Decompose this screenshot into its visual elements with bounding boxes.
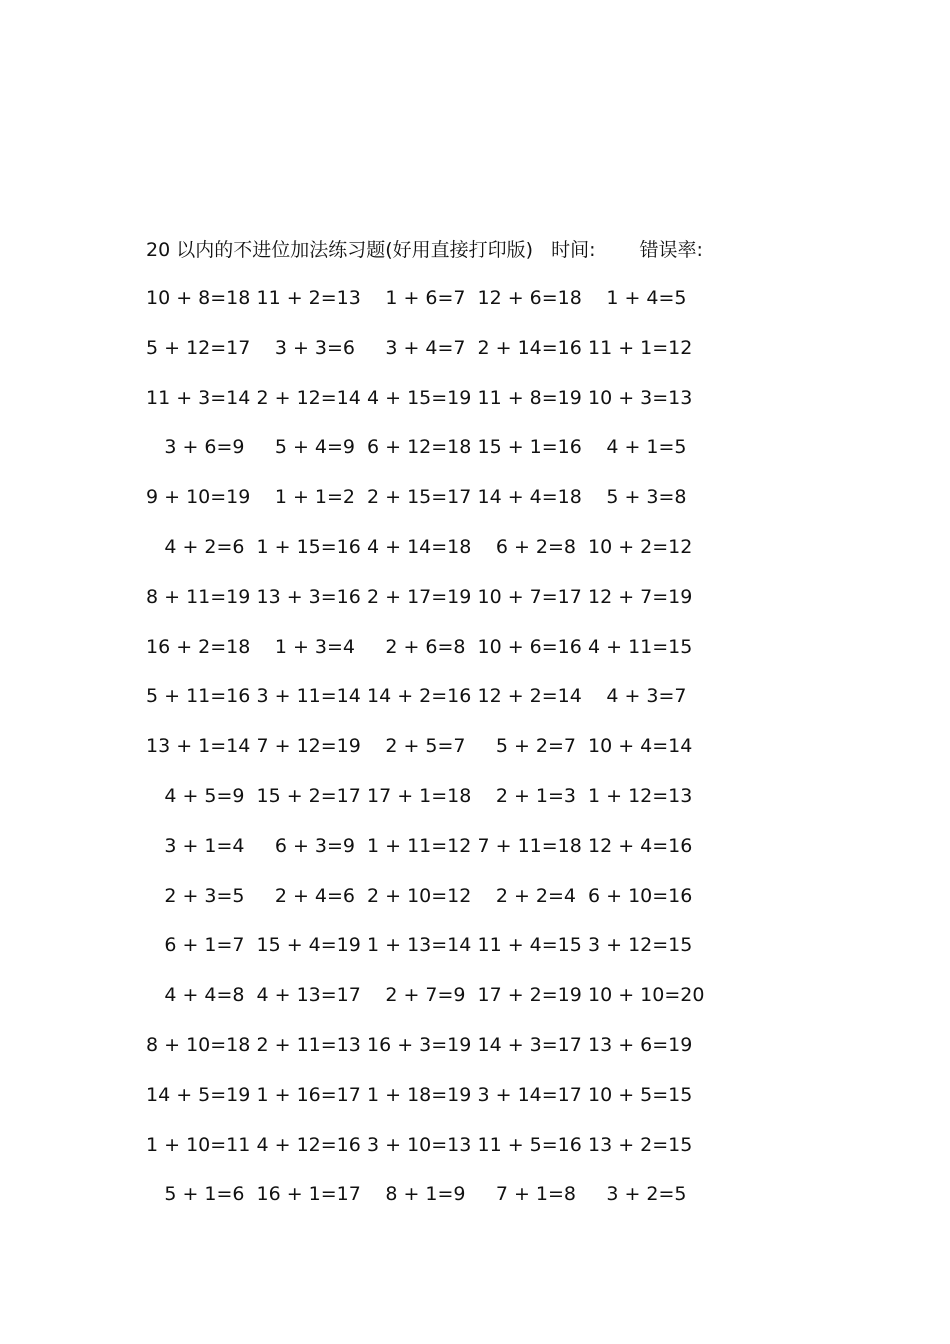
addition-problem: 2 + 1=3 (495, 784, 576, 807)
addition-problem: 3 + 12=15 (588, 934, 693, 957)
addition-problem: 4 + 1=5 (606, 436, 687, 459)
addition-problem: 14 + 3=17 (477, 1033, 582, 1056)
problem-row (146, 1178, 699, 1228)
addition-problem: 1 + 11=12 (367, 834, 472, 857)
addition-problem: 11 + 2=13 (256, 287, 361, 309)
addition-problem: 3 + 1=4 (164, 834, 245, 857)
problem-row (146, 581, 699, 631)
addition-problem: 5 + 3=8 (606, 486, 687, 509)
addition-problem: 12 + 6=18 (477, 287, 582, 309)
addition-problem: 4 + 4=8 (164, 984, 245, 1007)
addition-problem: 10 + 8=18 (146, 287, 251, 309)
problem-row (146, 1079, 699, 1129)
addition-problem: 1 + 13=14 (367, 934, 472, 957)
addition-problem: 3 + 14=17 (477, 1083, 582, 1106)
addition-problem: 1 + 15=16 (256, 535, 361, 558)
addition-problem: 6 + 10=16 (588, 884, 693, 907)
addition-problem: 2 + 7=9 (385, 984, 466, 1007)
problem-row (146, 780, 699, 830)
problem-row (146, 332, 699, 382)
addition-problem: 10 + 4=14 (588, 735, 693, 758)
addition-problem: 4 + 2=6 (164, 535, 245, 558)
addition-problem: 2 + 15=17 (367, 486, 472, 509)
addition-problem: 7 + 1=8 (495, 1183, 576, 1206)
addition-problem: 16 + 2=18 (146, 635, 251, 658)
addition-problem: 5 + 12=17 (146, 336, 251, 359)
addition-problem: 10 + 5=15 (588, 1083, 693, 1106)
addition-problem: 12 + 7=19 (588, 585, 693, 608)
addition-problem: 6 + 2=8 (495, 535, 576, 558)
addition-problem: 8 + 11=19 (146, 585, 251, 608)
addition-problem: 2 + 5=7 (385, 735, 466, 758)
addition-problem: 1 + 3=4 (274, 635, 355, 658)
addition-problem: 8 + 1=9 (385, 1183, 466, 1206)
addition-problem: 3 + 2=5 (606, 1183, 687, 1206)
addition-problem: 10 + 10=20 (588, 984, 705, 1007)
addition-problem: 2 + 12=14 (256, 386, 361, 409)
addition-problem: 1 + 16=17 (256, 1083, 361, 1106)
addition-problem: 11 + 5=16 (477, 1133, 582, 1156)
worksheet-title: 20 以内的不进位加法练习题(好用直接打印版) (146, 239, 534, 261)
addition-problem: 17 + 2=19 (477, 984, 582, 1007)
addition-problem: 7 + 11=18 (477, 834, 582, 857)
problem-row (146, 382, 699, 432)
addition-problem: 2 + 2=4 (495, 884, 576, 907)
addition-problem: 2 + 10=12 (367, 884, 472, 907)
problem-row (146, 979, 705, 1029)
addition-problem: 13 + 1=14 (146, 735, 251, 758)
addition-problem: 5 + 11=16 (146, 685, 251, 708)
addition-problem: 13 + 6=19 (588, 1033, 693, 1056)
addition-problem: 12 + 4=16 (588, 834, 693, 857)
addition-problem: 11 + 4=15 (477, 934, 582, 957)
addition-problem: 2 + 3=5 (164, 884, 245, 907)
addition-problem: 5 + 1=6 (164, 1183, 245, 1206)
addition-problem: 2 + 4=6 (274, 884, 355, 907)
addition-problem: 10 + 6=16 (477, 635, 582, 658)
addition-problem: 11 + 1=12 (588, 336, 693, 359)
addition-problem: 11 + 3=14 (146, 386, 251, 409)
addition-problem: 6 + 12=18 (367, 436, 472, 459)
addition-problem: 1 + 10=11 (146, 1133, 251, 1156)
addition-problem: 4 + 11=15 (588, 635, 693, 658)
problem-row (146, 431, 699, 481)
addition-problem: 11 + 8=19 (477, 386, 582, 409)
problem-row (146, 730, 699, 780)
problem-row (146, 531, 699, 581)
addition-problem: 10 + 2=12 (588, 535, 693, 558)
addition-problem: 16 + 3=19 (367, 1033, 472, 1056)
addition-problem: 10 + 3=13 (588, 386, 693, 409)
error-rate-label: 错误率: (639, 239, 703, 261)
addition-problem: 13 + 2=15 (588, 1133, 693, 1156)
addition-problem: 1 + 1=2 (274, 486, 355, 509)
addition-problem: 4 + 5=9 (164, 784, 245, 807)
addition-problem: 15 + 1=16 (477, 436, 582, 459)
problem-row (146, 1029, 699, 1079)
addition-problem: 14 + 2=16 (367, 685, 472, 708)
addition-problem: 1 + 6=7 (385, 287, 466, 309)
addition-problem: 3 + 6=9 (164, 436, 245, 459)
addition-problem: 5 + 4=9 (274, 436, 355, 459)
addition-problem: 4 + 13=17 (256, 984, 361, 1007)
addition-problem: 14 + 5=19 (146, 1083, 251, 1106)
addition-problem: 15 + 4=19 (256, 934, 361, 957)
addition-problem: 3 + 4=7 (385, 336, 466, 359)
addition-problem: 4 + 14=18 (367, 535, 472, 558)
addition-problem: 16 + 1=17 (256, 1183, 361, 1206)
addition-problem: 1 + 18=19 (367, 1083, 472, 1106)
addition-problem: 2 + 14=16 (477, 336, 582, 359)
addition-problem: 17 + 1=18 (367, 784, 472, 807)
addition-problem: 4 + 12=16 (256, 1133, 361, 1156)
problem-row (146, 680, 699, 730)
addition-problem: 15 + 2=17 (256, 784, 361, 807)
addition-problem: 1 + 12=13 (588, 784, 693, 807)
addition-problem: 13 + 3=16 (256, 585, 361, 608)
addition-problem: 5 + 2=7 (495, 735, 576, 758)
problem-row (146, 929, 699, 979)
problem-row (146, 631, 699, 681)
addition-problem: 10 + 7=17 (477, 585, 582, 608)
problem-row (146, 1129, 699, 1179)
addition-problem: 4 + 3=7 (606, 685, 687, 708)
addition-problem: 3 + 3=6 (274, 336, 355, 359)
problem-grid (146, 282, 705, 1228)
addition-problem: 14 + 4=18 (477, 486, 582, 509)
addition-problem: 6 + 1=7 (164, 934, 245, 957)
addition-problem: 12 + 2=14 (477, 685, 582, 708)
time-label: 时间: (551, 239, 596, 261)
addition-problem: 6 + 3=9 (274, 834, 355, 857)
addition-problem: 9 + 10=19 (146, 486, 251, 509)
problem-row (146, 481, 699, 531)
addition-problem: 2 + 11=13 (256, 1033, 361, 1056)
addition-problem: 3 + 11=14 (256, 685, 361, 708)
addition-problem: 8 + 10=18 (146, 1033, 251, 1056)
addition-problem: 2 + 6=8 (385, 635, 466, 658)
worksheet-header (146, 234, 703, 266)
addition-problem: 1 + 4=5 (606, 287, 687, 309)
problem-row (146, 880, 699, 930)
addition-problem: 3 + 10=13 (367, 1133, 472, 1156)
problem-row (146, 282, 699, 332)
problem-row (146, 830, 699, 880)
addition-problem: 4 + 15=19 (367, 386, 472, 409)
addition-problem: 7 + 12=19 (256, 735, 361, 758)
addition-problem: 2 + 17=19 (367, 585, 472, 608)
